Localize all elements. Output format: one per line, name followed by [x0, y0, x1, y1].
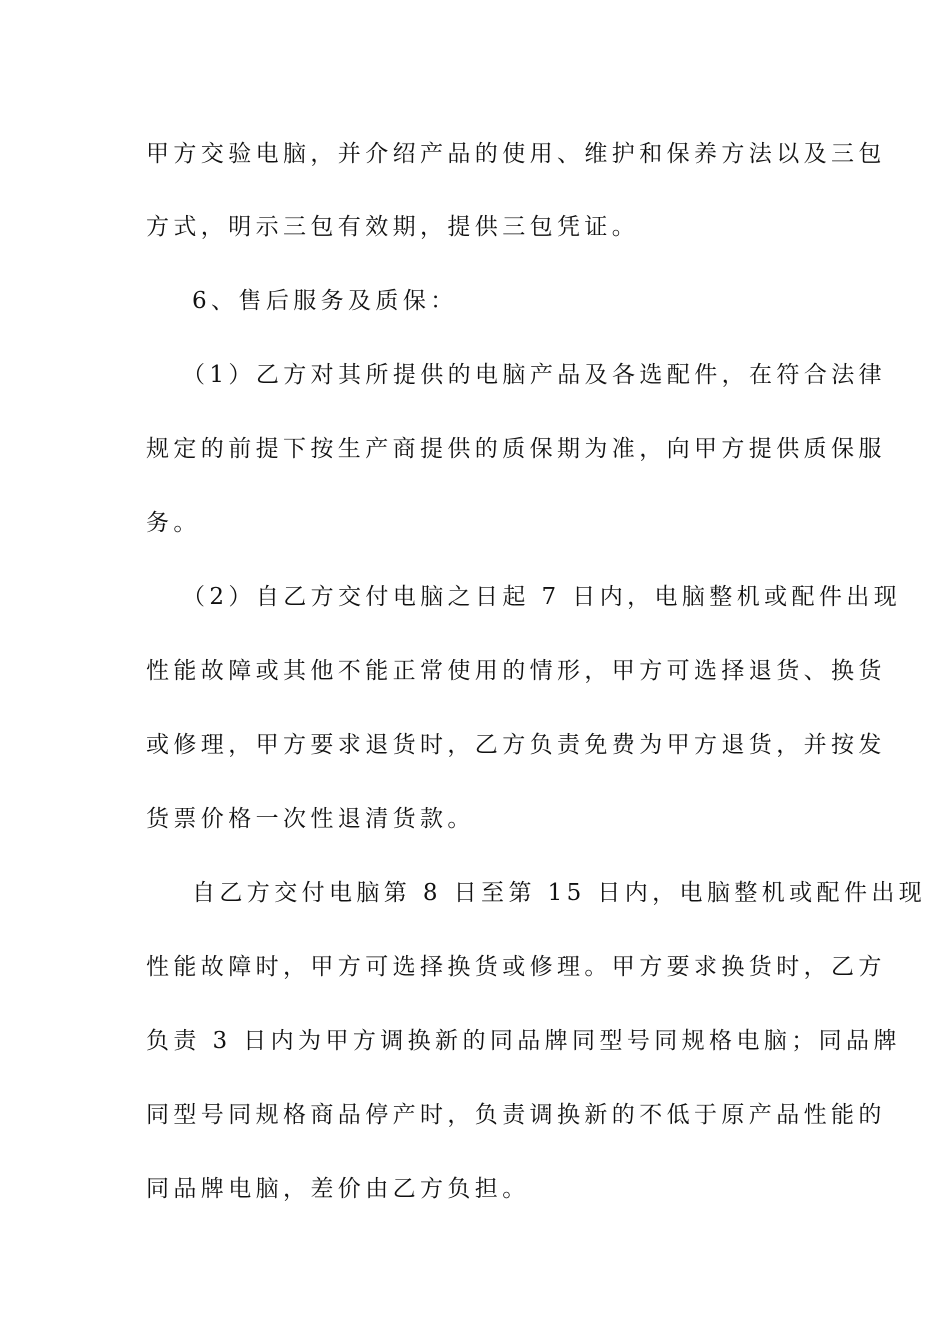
paragraph-line-13: 同型号同规格商品停产时，负责调换新的不低于原产品性能的 — [146, 1102, 886, 1128]
paragraph-line-7: 性能故障或其他不能正常使用的情形，甲方可选择退货、换货 — [146, 658, 886, 684]
paragraph-line-3: （1）乙方对其所提供的电脑产品及各选配件，在符合法律 — [182, 362, 887, 388]
paragraph-line-14: 同品牌电脑，差价由乙方负担。 — [146, 1176, 530, 1202]
paragraph-line-5: 务。 — [146, 510, 201, 536]
paragraph-line-4: 规定的前提下按生产商提供的质保期为准，向甲方提供质保服 — [146, 436, 886, 462]
paragraph-line-12: 负责 3 日内为甲方调换新的同品牌同型号同规格电脑；同品牌 — [146, 1028, 901, 1054]
paragraph-line-11: 性能故障时，甲方可选择换货或修理。甲方要求换货时，乙方 — [146, 954, 886, 980]
paragraph-line-2: 方式，明示三包有效期，提供三包凭证。 — [146, 214, 640, 240]
paragraph-line-8: 或修理，甲方要求退货时，乙方负责免费为甲方退货，并按发 — [146, 732, 886, 758]
paragraph-line-1: 甲方交验电脑，并介绍产品的使用、维护和保养方法以及三包 — [146, 141, 886, 167]
paragraph-line-6: （2）自乙方交付电脑之日起 7 日内，电脑整机或配件出现 — [182, 584, 902, 610]
paragraph-line-10: 自乙方交付电脑第 8 日至第 15 日内，电脑整机或配件出现 — [192, 880, 927, 906]
paragraph-line-9: 货票价格一次性退清货款。 — [146, 806, 475, 832]
section-heading: 6、售后服务及质保： — [192, 288, 458, 314]
